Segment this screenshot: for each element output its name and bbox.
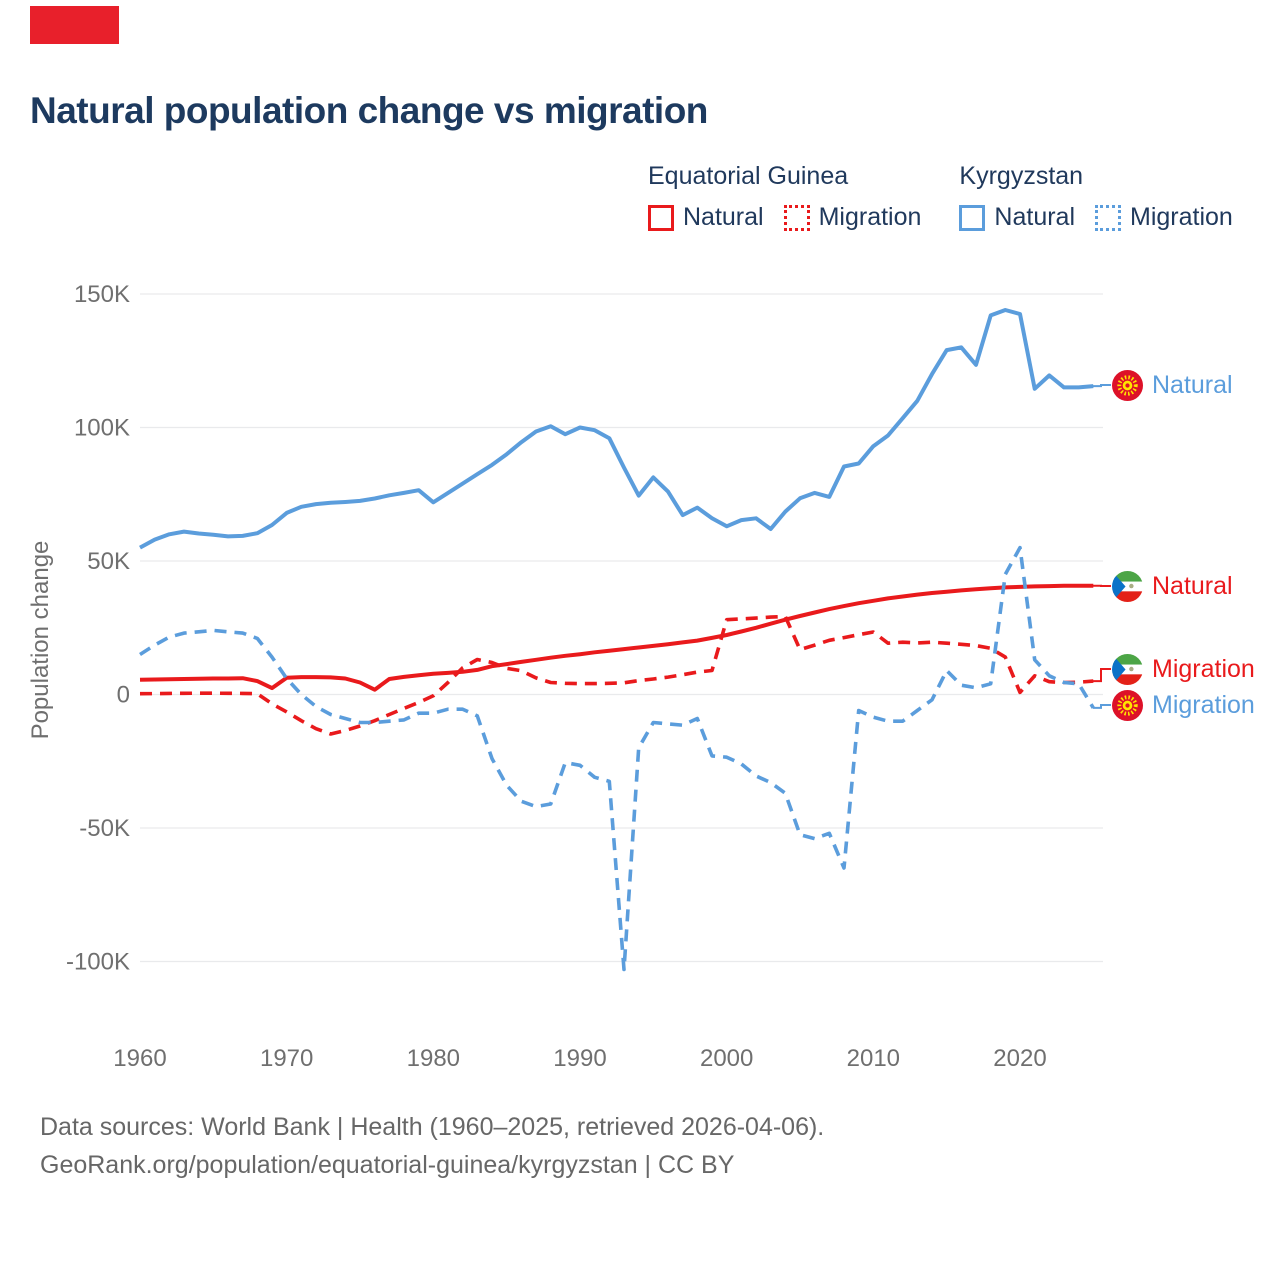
line-label-text: Natural (1152, 571, 1233, 600)
data-sources-text: Data sources: World Bank | Health (1960–2025, retrieved 2026-04-06). (40, 1113, 825, 1141)
x-tick-label: 1980 (406, 1045, 461, 1072)
x-tick-label: 1990 (553, 1045, 607, 1072)
legend-item-label: Migration (818, 203, 922, 231)
y-tick-label: 50K (87, 547, 130, 575)
label-connector-kg_migration (1093, 705, 1111, 708)
x-tick-label: 2010 (846, 1045, 901, 1072)
y-tick-label: 150K (73, 280, 130, 308)
line-label-text: Migration (1152, 690, 1255, 719)
legend-item-label: Natural (994, 203, 1076, 231)
chart-title: Natural population change vs migration (30, 90, 708, 131)
y-tick-label: -100K (65, 948, 130, 976)
x-tick-label: 2020 (993, 1045, 1047, 1072)
label-connector-eg_migration (1093, 669, 1111, 681)
line-label-equatorial-guinea-migration (1112, 652, 1255, 686)
attribution-text: GeoRank.org/population/equatorial-guinea/kyrgyzstan | CC BY (40, 1151, 735, 1179)
label-connector-kg_natural (1093, 385, 1111, 386)
legend-item-label: Natural (683, 203, 764, 231)
equatorial-guinea-flag-icon (1112, 654, 1143, 685)
y-tick-label: -50K (79, 814, 130, 842)
y-tick-label: 0 (116, 681, 130, 709)
chart-footer (40, 1108, 824, 1184)
kyrgyzstan-flag-icon (1112, 370, 1143, 401)
x-tick-label: 2000 (699, 1045, 754, 1072)
line-label-kyrgyzstan-natural (1112, 368, 1233, 402)
series-line-kg_migration (140, 548, 1093, 970)
legend-country-label: Kyrgyzstan (959, 162, 1084, 190)
x-tick-label: 1960 (113, 1045, 167, 1072)
x-tick-label: 1970 (259, 1045, 314, 1072)
kyrgyzstan-flag-icon (1112, 690, 1143, 721)
series-line-kg_natural (140, 310, 1093, 548)
y-tick-label: 100K (73, 414, 130, 442)
y-axis-title: Population change (27, 540, 54, 740)
legend-country-label: Equatorial Guinea (648, 162, 849, 190)
line-label-text: Migration (1152, 654, 1255, 683)
line-label-kyrgyzstan-migration (1112, 688, 1255, 722)
line-label-equatorial-guinea-natural (1112, 569, 1233, 603)
line-label-text: Natural (1152, 370, 1233, 399)
equatorial-guinea-flag-icon (1112, 571, 1143, 602)
legend-item-label: Migration (1130, 203, 1233, 231)
